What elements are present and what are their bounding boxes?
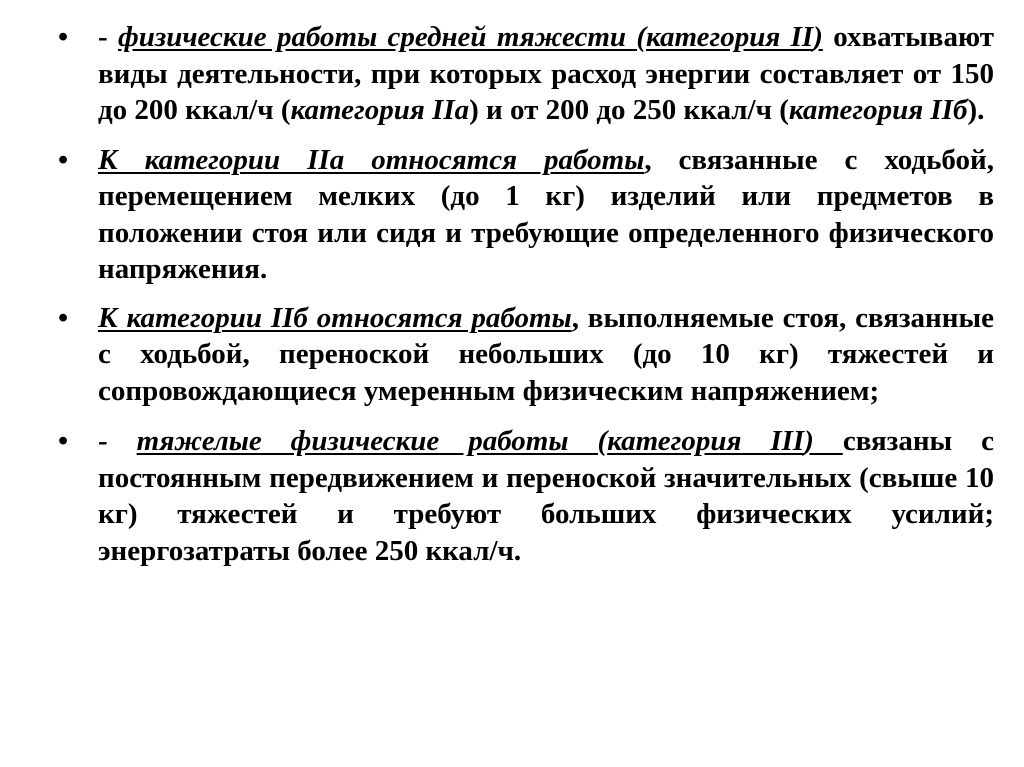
body-text: связаны с постоянным передвижением и переноской значительных (свыше 10 кг) тяжестей и требуют больших физических усилий; энергозатраты более 250 ккал/ч.: [98, 425, 994, 567]
bullet-list: [58, 19, 994, 582]
bullet-dot-icon: •: [58, 425, 69, 457]
bullet-item-category-iia: [58, 142, 994, 288]
lead-term: К категории IIб относятся работы: [98, 301, 572, 334]
lead-term: К категории IIа относятся работы: [98, 143, 645, 176]
bullet-item-category-iib: [58, 300, 994, 410]
bullet-item-category-iii: [58, 423, 994, 569]
bullet-dot-icon: •: [58, 21, 69, 53]
category-label: категория IIа: [290, 94, 470, 126]
bullet-dot-icon: •: [58, 301, 69, 334]
body-text: , связанные с ходьбой, перемещением мелких (до 1 кг) изделий или предметов в положении стоя или сидя и требующие определенного физического напряжения.: [98, 143, 994, 285]
bullet-dot-icon: •: [58, 143, 69, 176]
bullet-item-category-ii: [58, 19, 994, 129]
dash: -: [98, 425, 137, 457]
dash: -: [98, 21, 118, 53]
lead-term: тяжелые физические работы (категория III): [136, 425, 843, 457]
lead-term: физические работы средней тяжести (категория II): [118, 21, 823, 53]
body-text: ).: [967, 94, 985, 126]
body-text: охватывают виды деятельности, при которых расход энергии составляет от 150 до 200 ккал/ч (: [98, 21, 994, 126]
category-label: категория IIб: [788, 94, 968, 126]
body-text: ) и от 200 до 250 ккал/ч (: [469, 94, 789, 126]
body-text: , выполняемые стоя, связанные с ходьбой, переноской небольших (до 10 кг) тяжестей и сопровождающиеся умеренным физическим напряжением;: [98, 301, 994, 407]
